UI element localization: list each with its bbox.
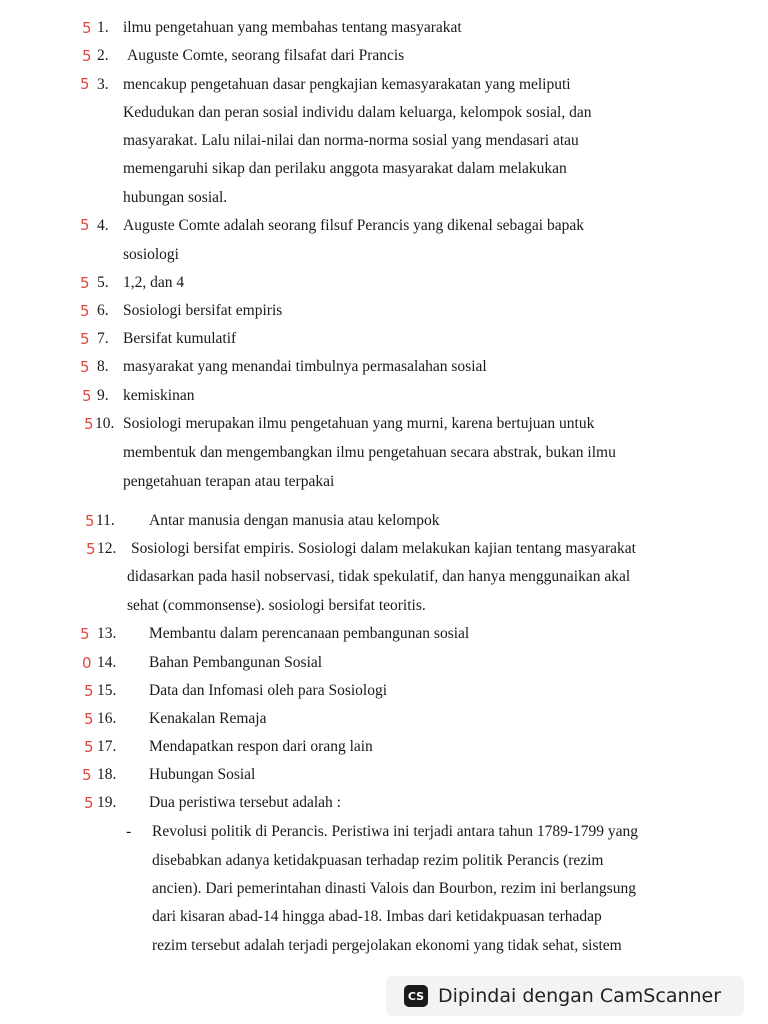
- grade-mark: 5: [84, 794, 94, 812]
- grade-mark: 5: [80, 216, 90, 234]
- answer-text: sosiologi: [123, 246, 179, 263]
- item-number: 7.: [97, 330, 109, 347]
- item-number: 5.: [97, 274, 109, 291]
- item-number: 19.: [97, 794, 117, 811]
- bullet-text: Revolusi politik di Perancis. Peristiwa ini terjadi antara tahun 1789-1799 yang: [152, 823, 639, 840]
- item-number: 13.: [97, 625, 117, 642]
- item-number: 16.: [97, 710, 117, 727]
- answer-text: masyarakat yang menandai timbulnya permasalahan sosial: [123, 358, 487, 375]
- item-number: 14.: [97, 654, 117, 671]
- answer-text: hubungan sosial.: [123, 189, 228, 206]
- grade-mark: 5: [80, 75, 90, 93]
- bullet-text: disebabkan adanya ketidakpuasan terhadap rezim politik Perancis (rezim: [152, 852, 604, 869]
- answer-text: Data dan Infomasi oleh para Sosiologi: [149, 682, 388, 699]
- answer-text: masyarakat. Lalu nilai-nilai dan norma-norma sosial yang mendasari atau: [123, 132, 579, 149]
- grade-mark: 5: [82, 19, 92, 37]
- grade-mark: 5: [80, 274, 90, 292]
- answer-text: Sosiologi bersifat empiris. Sosiologi dalam melakukan kajian tentang masyarakat: [131, 540, 636, 557]
- item-number: 6.: [97, 302, 109, 319]
- grade-mark: 5: [84, 415, 94, 433]
- grade-mark: 5: [82, 766, 92, 784]
- answer-text: sehat (commonsense). sosiologi bersifat teoritis.: [127, 597, 426, 614]
- answer-text: Dua peristiwa tersebut adalah :: [149, 794, 341, 811]
- answer-text: Bahan Pembangunan Sosial: [149, 654, 323, 671]
- answer-text: kemiskinan: [123, 387, 195, 404]
- item-number: 11.: [96, 512, 115, 529]
- answer-text: Mendapatkan respon dari orang lain: [149, 738, 373, 755]
- answer-text: mencakup pengetahuan dasar pengkajian kemasyarakatan yang meliputi: [123, 76, 571, 93]
- camscanner-logo-icon: CS: [404, 985, 428, 1007]
- grade-mark: 5: [84, 710, 94, 728]
- answer-text: Auguste Comte, seorang filsafat dari Prancis: [127, 47, 405, 64]
- grade-mark: 5: [80, 358, 90, 376]
- item-number: 15.: [97, 682, 117, 699]
- answer-text: pengetahuan terapan atau terpakai: [123, 473, 335, 490]
- bullet-text: ancien). Dari pemerintahan dinasti Valois dan Bourbon, rezim ini berlangsung: [152, 880, 636, 897]
- grade-mark: 5: [80, 330, 90, 348]
- answer-text: Kenakalan Remaja: [149, 710, 267, 727]
- answer-text: memengaruhi sikap dan perilaku anggota masyarakat dalam melakukan: [123, 160, 567, 177]
- grade-mark: 0: [82, 654, 92, 672]
- answer-text: 1,2, dan 4: [123, 274, 185, 291]
- item-number: 17.: [97, 738, 117, 755]
- item-number: 1.: [97, 19, 109, 36]
- grade-mark: 5: [80, 302, 90, 320]
- answer-text: Sosiologi bersifat empiris: [123, 302, 283, 319]
- answer-text: Kedudukan dan peran sosial individu dalam keluarga, kelompok sosial, dan: [123, 104, 592, 121]
- answer-text: Sosiologi merupakan ilmu pengetahuan yang murni, karena bertujuan untuk: [123, 415, 595, 432]
- answer-text: membentuk dan mengembangkan ilmu pengetahuan secara abstrak, bukan ilmu: [123, 444, 616, 461]
- item-number: 3.: [97, 76, 109, 93]
- item-number: 10.: [95, 415, 115, 432]
- answer-text: Auguste Comte adalah seorang filsuf Perancis yang dikenal sebagai bapak: [123, 217, 584, 234]
- answer-text: Membantu dalam perencanaan pembangunan sosial: [149, 625, 470, 642]
- grade-mark: 5: [84, 682, 94, 700]
- grade-mark: 5: [80, 625, 90, 643]
- bullet-text: dari kisaran abad-14 hingga abad-18. Imbas dari ketidakpuasan terhadap: [152, 908, 602, 925]
- grade-mark: 5: [86, 540, 96, 558]
- answer-text: ilmu pengetahuan yang membahas tentang masyarakat: [123, 19, 462, 36]
- answer-text: Antar manusia dengan manusia atau kelompok: [149, 512, 440, 529]
- watermark-text: Dipindai dengan CamScanner: [438, 985, 722, 1007]
- item-number: 4.: [97, 217, 109, 234]
- item-number: 9.: [97, 387, 109, 404]
- bullet-dash: -: [126, 823, 132, 840]
- item-number: 8.: [97, 358, 109, 375]
- bullet-text: rezim tersebut adalah terjadi pergejolakan ekonomi yang tidak sehat, sistem: [152, 937, 622, 954]
- answer-text: Bersifat kumulatif: [123, 330, 237, 347]
- grade-mark: 5: [82, 387, 92, 405]
- answer-text: didasarkan pada hasil nobservasi, tidak spekulatif, dan hanya menggunaikan akal: [127, 568, 631, 585]
- answer-text: Hubungan Sosial: [149, 766, 256, 783]
- item-number: 2.: [97, 47, 109, 64]
- grade-mark: 5: [84, 738, 94, 756]
- item-number: 18.: [97, 766, 117, 783]
- grade-mark: 5: [85, 512, 95, 530]
- item-number: 12.: [97, 540, 117, 557]
- grade-mark: 5: [82, 47, 92, 65]
- camscanner-watermark: [386, 976, 744, 1016]
